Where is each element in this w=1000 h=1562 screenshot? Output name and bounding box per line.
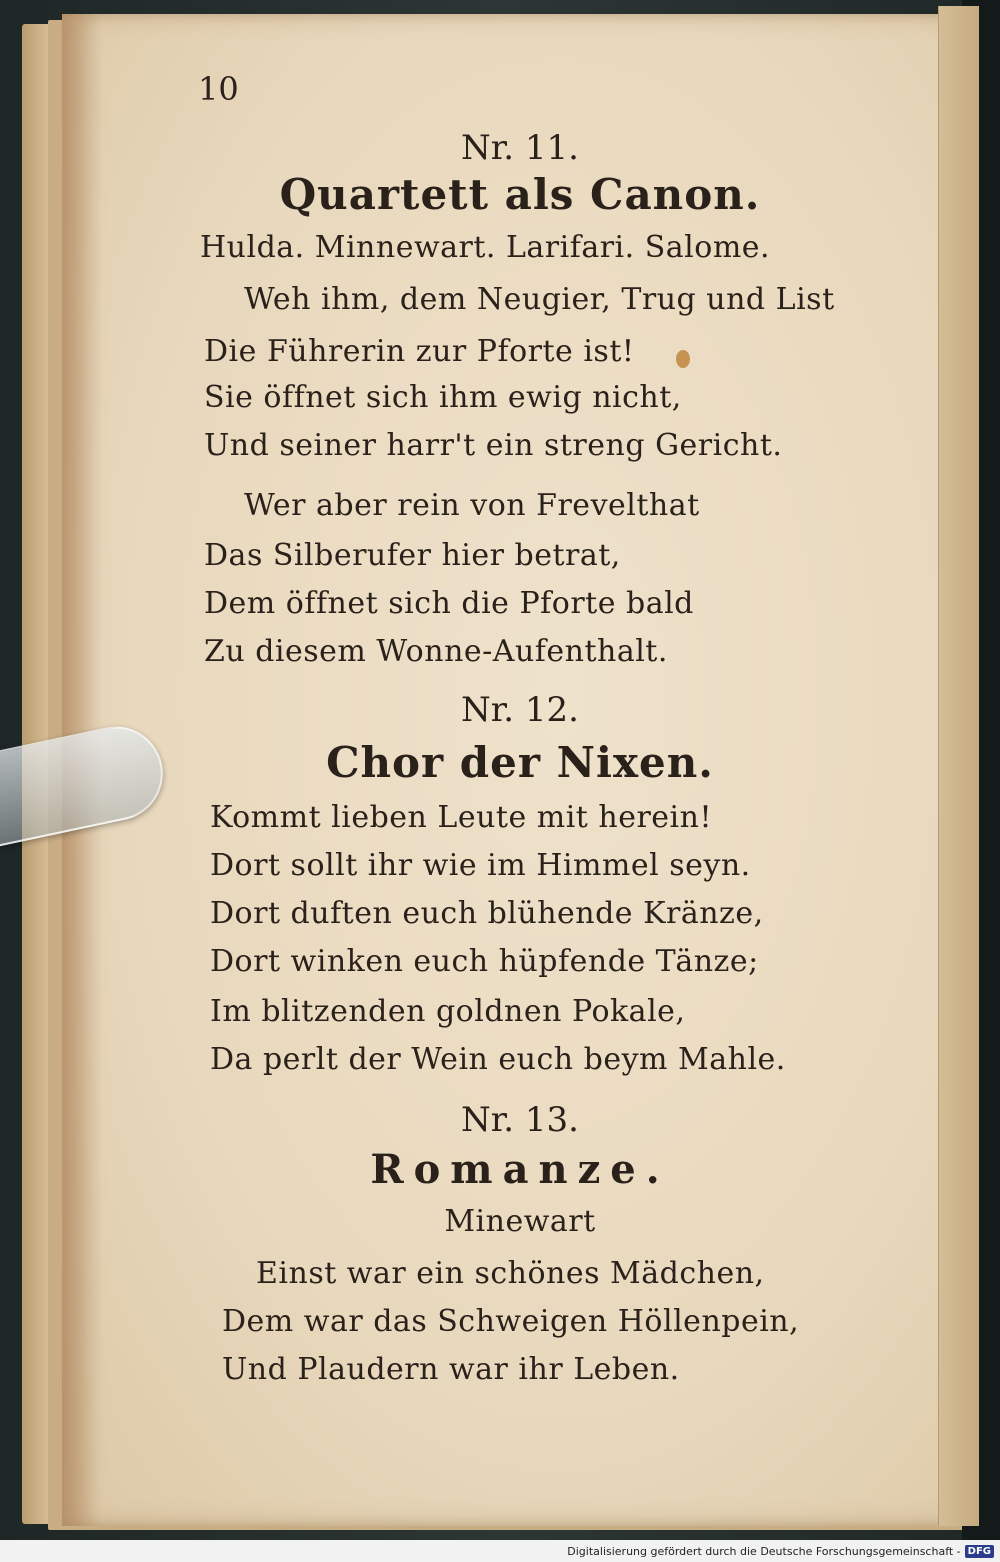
verse-line: Im blitzenden goldnen Pokale,	[210, 994, 686, 1029]
section-number: Nr. 13.	[461, 1100, 579, 1140]
verse-line: Dem war das Schweigen Höllenpein,	[222, 1304, 800, 1339]
speaker-name: Minewart	[444, 1204, 596, 1239]
page-number: 10	[198, 70, 239, 108]
verse-line: Einst war ein schönes Mädchen,	[256, 1256, 765, 1291]
verse-line: Die Führerin zur Pforte ist!	[204, 334, 635, 369]
section-number: Nr. 11.	[461, 128, 579, 168]
section-number: Nr. 12.	[461, 690, 579, 730]
verse-line: Dort duften euch blühende Kränze,	[210, 896, 764, 931]
verse-line: Da perlt der Wein euch beym Mahle.	[210, 1042, 786, 1077]
verse-line: Dort sollt ihr wie im Himmel seyn.	[210, 848, 751, 883]
verse-line: Dem öffnet sich die Pforte bald	[204, 586, 694, 621]
verse-line: Kommt lieben Leute mit herein!	[210, 800, 713, 835]
verse-line: Zu diesem Wonne-Aufenthalt.	[204, 634, 668, 669]
verse-line: Weh ihm, dem Neugier, Trug und List	[244, 282, 835, 317]
dfg-logo: DFG	[965, 1545, 994, 1558]
verse-line: Wer aber rein von Frevelthat	[244, 488, 700, 523]
verse-line: Und seiner harr't ein streng Gericht.	[204, 428, 783, 463]
verse-line: Und Plaudern war ihr Leben.	[222, 1352, 680, 1387]
footer-text: Digitalisierung gefördert durch die Deutsche Forschungsgemeinschaft -	[567, 1544, 961, 1558]
section-title: Romanze.	[370, 1146, 670, 1193]
footer-bar	[0, 1540, 1000, 1562]
verse-line: Das Silberufer hier betrat,	[204, 538, 621, 573]
section-title: Chor der Nixen.	[326, 738, 714, 787]
verse-line: Dort winken euch hüpfende Tänze;	[210, 944, 759, 979]
speaker-list: Hulda. Minnewart. Larifari. Salome.	[200, 230, 771, 265]
section-title: Quartett als Canon.	[279, 170, 761, 219]
verse-line: Sie öffnet sich ihm ewig nicht,	[204, 380, 682, 415]
